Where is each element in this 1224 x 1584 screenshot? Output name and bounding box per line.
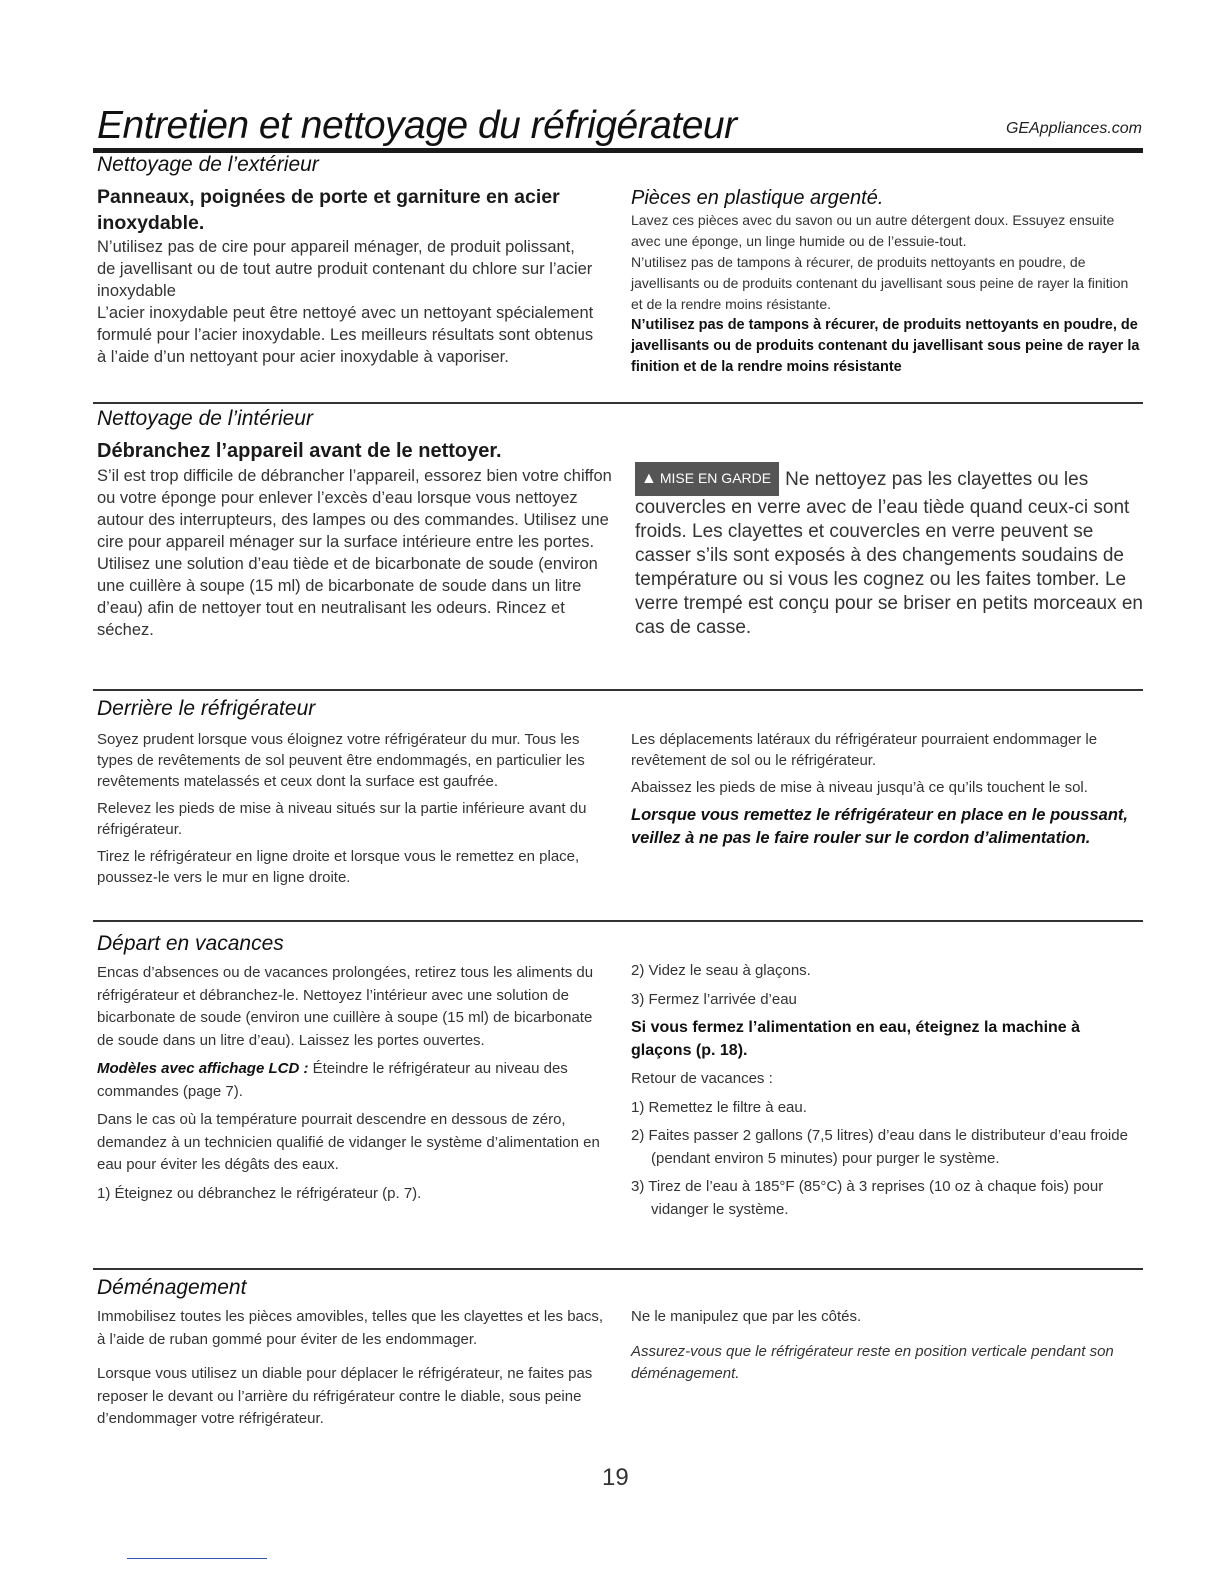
section-title-moving: Déménagement bbox=[97, 1276, 247, 1299]
exterior-right-column bbox=[631, 187, 1143, 378]
section-divider bbox=[93, 402, 1143, 404]
lcd-text: Éteindre le réfrigérateur au niveau des commandes (page 7). bbox=[97, 1060, 568, 1100]
website-link[interactable]: GEAppliances.com bbox=[1005, 120, 1142, 137]
steel-paragraph-2: L’acier inoxydable peut être nettoyé avec un nettoyant spécialement formulé pour l’acier inoxydable. Les meilleurs résultats sont obtenus à l’aide d’un nettoyant pour acier inoxydable à vaporiser. bbox=[97, 304, 594, 366]
exterior-left-column bbox=[97, 184, 597, 368]
glass-warning bbox=[635, 462, 1145, 640]
section-title-interior: Nettoyage de l’intérieur bbox=[97, 407, 313, 430]
plastic-heading: Pièces en plastique argenté. bbox=[631, 187, 884, 209]
moving-left-column bbox=[97, 1306, 609, 1431]
interior-paragraph-2: Utilisez une solution d’eau tiède et de bicarbonate de soude (environ une cuillère à soupe (15 ml) de bicarbonate de soude dans un litre d’eau) afin de nettoyer tout en neutralisant les odeurs. Rincez et séchez. bbox=[97, 555, 598, 639]
warning-badge bbox=[635, 462, 779, 496]
section-title-behind: Derrière le réfrigérateur bbox=[97, 697, 316, 720]
warning-label: MISE EN GARDE bbox=[659, 470, 772, 486]
page-number: 19 bbox=[602, 1464, 629, 1491]
behind-cord-warning: Lorsque vous remettez le réfrigérateur en place en le poussant, veillez à ne pas le faire rouler sur le cordon d’alimentation. bbox=[631, 806, 1128, 847]
plastic-paragraph-2: N’utilisez pas de tampons à récurer, de produits nettoyants en poudre, de javellisants ou de produits contenant du javellisant sous peine de rayer la finition et de la rendre moins résistante. bbox=[631, 254, 1129, 312]
moving-right-paragraph-1: Ne le manipulez que par les côtés. bbox=[631, 1308, 862, 1325]
moving-right-column bbox=[631, 1306, 1141, 1386]
page-title: Entretien et nettoyage du réfrigérateur bbox=[97, 104, 737, 147]
vacation-step-1: 1) Éteignez ou débranchez le réfrigérateur (p. 7). bbox=[97, 1184, 422, 1202]
vacation-right-column bbox=[631, 960, 1143, 1221]
steel-heading: Panneaux, poignées de porte et garniture en acier inoxydable. bbox=[97, 186, 560, 234]
behind-paragraph-2: Relevez les pieds de mise à niveau situés sur la partie inférieure avant du réfrigérateur. bbox=[97, 800, 587, 838]
warning-triangle-icon: ▲ bbox=[641, 470, 657, 487]
steel-paragraph-1: N’utilisez pas de cire pour appareil ménager, de produit polissant, de javellisant ou de tout autre produit contenant du chlore sur l’acier inoxydable bbox=[97, 238, 593, 300]
ice-maker-note: Si vous fermez l’alimentation en eau, éteignez la machine à glaçons (p. 18). bbox=[631, 1019, 1081, 1059]
vacation-lcd-paragraph bbox=[97, 1058, 609, 1103]
return-step-1: 1) Remettez le filtre à eau. bbox=[631, 1098, 807, 1116]
interior-left-column bbox=[97, 440, 612, 641]
interior-heading: Débranchez l’appareil avant de le nettoyer. bbox=[97, 440, 502, 462]
footer-line bbox=[127, 1558, 267, 1559]
interior-paragraph-1: S’il est trop difficile de débrancher l’appareil, essorez bien votre chiffon ou votre éponge pour enlever l’excès d’eau lorsque vous nettoyez autour des interrupteurs, des lampes ou des commandes. Utilisez une cire pour appareil ménager sur la surface intérieure entre les portes. bbox=[97, 467, 612, 551]
behind-right-paragraph-1: Les déplacements latéraux du réfrigérateur pourraient endommager le revêtement de sol ou le réfrigérateur. bbox=[631, 731, 1098, 769]
section-divider bbox=[93, 920, 1143, 922]
moving-paragraph-2: Lorsque vous utilisez un diable pour déplacer le réfrigérateur, ne faites pas reposer le devant ou l’arrière du réfrigérateur contre le diable, sous peine d’endommager votre réfrigérateur. bbox=[97, 1365, 593, 1427]
behind-paragraph-3: Tirez le réfrigérateur en ligne droite et lorsque vous le remettez en place, poussez-le vers le mur en ligne droite. bbox=[97, 848, 580, 886]
moving-right-paragraph-2: Assurez-vous que le réfrigérateur reste en position verticale pendant son déménagement. bbox=[631, 1342, 1114, 1382]
behind-paragraph-1: Soyez prudent lorsque vous éloignez votre réfrigérateur du mur. Tous les types de revêtements de sol peuvent être endommagés, en particulier les revêtements matelassés et ceux dont la surface est gaufrée. bbox=[97, 731, 585, 790]
vacation-paragraph-1: Encas d’absences ou de vacances prolongées, retirez tous les aliments du réfrigérateur et débranchez-le. Nettoyez l’intérieur avec une solution de bicarbonate de soude (environ une cuillère à soupe (15 ml) de bicarbonate de soude dans un litre d’eau). Laissez les portes ouvertes. bbox=[97, 964, 594, 1049]
plastic-paragraph-1: Lavez ces pièces avec du savon ou un autre détergent doux. Essuyez ensuite avec une éponge, un linge humide ou de l’essuie-tout. bbox=[631, 212, 1115, 249]
vacation-paragraph-3: Dans le cas où la température pourrait descendre en dessous de zéro, demandez à un technicien qualifié de vidanger le système d’alimentation en eau pour éviter les dégâts des eaux. bbox=[97, 1111, 600, 1173]
section-divider bbox=[93, 1268, 1143, 1270]
moving-paragraph-1: Immobilisez toutes les pièces amovibles, telles que les clayettes et les bacs, à l’aide de ruban gommé pour éviter de les endommager. bbox=[97, 1308, 604, 1348]
behind-right-column bbox=[631, 729, 1141, 850]
return-step-2: 2) Faites passer 2 gallons (7,5 litres) d’eau dans le distributeur d’eau froide (pendant environ 5 minutes) pour purger le système. bbox=[631, 1127, 1128, 1167]
vacation-left-column bbox=[97, 962, 609, 1205]
section-title-vacation: Départ en vacances bbox=[97, 932, 284, 955]
lcd-label: Modèles avec affichage LCD : bbox=[97, 1060, 309, 1077]
plastic-warning: N’utilisez pas de tampons à récurer, de produits nettoyants en poudre, de javellisants ou de produits contenant du javellisant sous peine de rayer la finition et de la rendre moins résistante bbox=[631, 317, 1140, 375]
section-divider bbox=[93, 689, 1143, 691]
return-step-3: 3) Tirez de l’eau à 185°F (85°C) à 3 reprises (10 oz à chaque fois) pour vidanger le système. bbox=[631, 1178, 1104, 1218]
behind-left-column bbox=[97, 729, 609, 888]
warning-text: Ne nettoyez pas les clayettes ou les couvercles en verre avec de l’eau tiède quand ceux-ci sont froids. Les clayettes et couvercles en verre peuvent se casser s’ils sont exposés à des changements soudains de température ou si vous les cognez ou les faites tomber. Le verre trempé est conçu pour se briser en petits morceaux en cas de casse. bbox=[635, 469, 1143, 638]
section-title-exterior: Nettoyage de l’extérieur bbox=[97, 153, 319, 176]
vacation-step-3: 3) Fermez l’arrivée d’eau bbox=[631, 990, 797, 1008]
vacation-step-2: 2) Videz le seau à glaçons. bbox=[631, 962, 811, 979]
return-label: Retour de vacances : bbox=[631, 1070, 773, 1087]
behind-right-paragraph-2: Abaissez les pieds de mise à niveau jusqu’à ce qu’ils touchent le sol. bbox=[631, 779, 1088, 796]
